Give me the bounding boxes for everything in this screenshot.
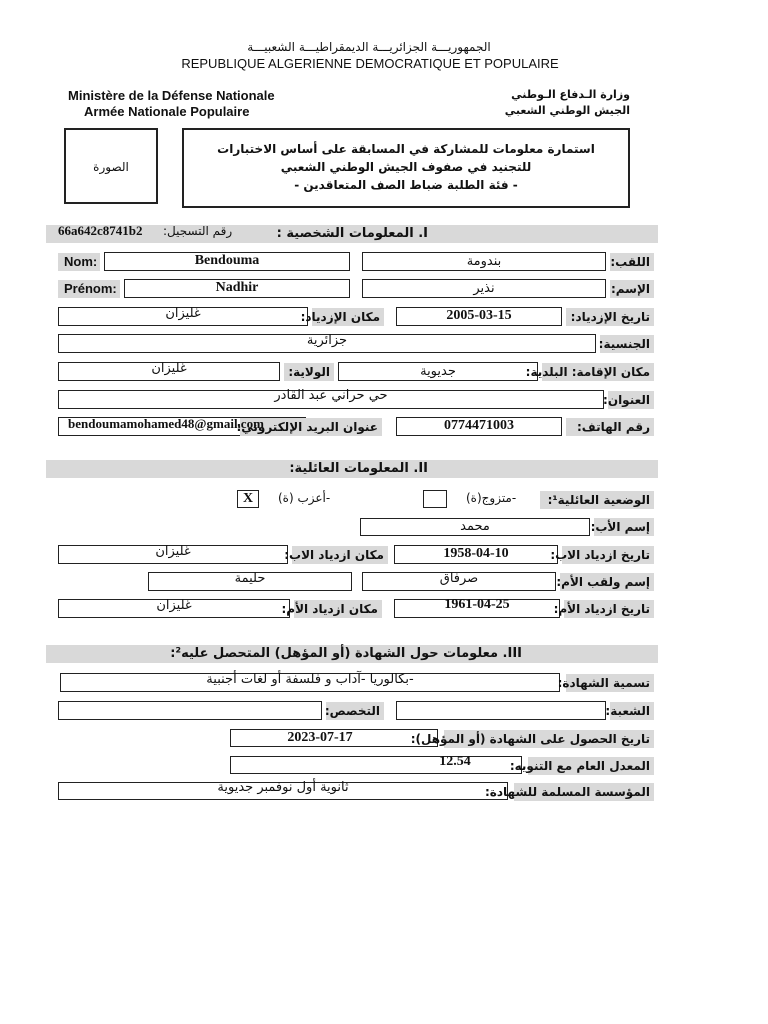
email-label: عنوان البريد الإلكتروني:	[240, 418, 382, 436]
army-ar: الجيش الوطني الشعبي	[504, 104, 630, 117]
birthdate-value: 2005-03-15	[446, 308, 512, 323]
registration-label: رقم التسجيل:	[163, 224, 233, 238]
birthplace-value: غليزان	[165, 306, 201, 321]
nom-label: Nom:	[58, 253, 100, 271]
phone-value: 0774471003	[444, 418, 514, 433]
prenom-value: Nadhir	[215, 280, 259, 295]
wilaya-label: الولاية:	[284, 363, 334, 381]
prenom-label: Prénom:	[58, 280, 120, 298]
birthplace-label: مكان الإزدياد:	[312, 308, 384, 326]
republic-title-ar: الجمهوريـــة الجزائريـــة الديمقراطيـــة الشعبيـــة	[247, 40, 491, 54]
laqab-label: اللقب:	[610, 253, 654, 271]
single-label: -أعزب (ة)	[278, 491, 331, 505]
married-checkbox[interactable]	[423, 490, 447, 508]
cert-name-label: تسمية الشهادة:	[566, 674, 654, 692]
single-mark: X	[242, 491, 254, 506]
army-fr: Armée Nationale Populaire	[84, 104, 250, 119]
branch-field[interactable]	[396, 701, 606, 720]
mother-birthplace-value: غليزان	[156, 598, 192, 613]
birthdate-label: تاريخ الإزدياد:	[566, 308, 654, 326]
institution-label: المؤسسة المسلمة للشهادة:	[514, 783, 654, 801]
institution-value: ثانوية أول نوفمبر جديوية	[217, 780, 349, 795]
form-title-box	[182, 128, 630, 208]
branch-label: الشعبة:	[610, 702, 654, 720]
father-name-label: إسم الأب:	[594, 518, 654, 536]
photo-label: الصورة	[93, 160, 129, 174]
mother-birthdate-value: 1961-04-25	[444, 597, 510, 612]
municipality-value: جديوية	[420, 364, 456, 379]
cert-name-value: بكالوريا -آداب و فلسفة أو لغات أجنبية-	[206, 672, 414, 687]
cert-date-value: 2023-07-17	[287, 730, 353, 745]
residence-label: مكان الإقامة: البلدية:	[542, 363, 654, 381]
mother-birthdate-label: تاريخ ازدياد الأم:	[564, 600, 654, 618]
email-value: bendoumamohamed48@gmail.com	[68, 416, 264, 431]
wilaya-value: غليزان	[151, 361, 187, 376]
registration-value: 66a642c8741b2	[58, 223, 143, 238]
marital-status-label: الوضعية العائلية¹:	[540, 491, 654, 509]
married-label: -متزوج(ة)	[466, 491, 517, 505]
form-title-line3: - فئة الطلبة ضباط الصف المتعاقدين -	[294, 178, 518, 192]
average-value: 12.54	[439, 754, 471, 769]
section2-title: II. المعلومات العائلية:	[289, 461, 428, 476]
mother-birthplace-label: مكان ازدياد الأم:	[294, 600, 382, 618]
republic-title-fr: REPUBLIQUE ALGERIENNE DEMOCRATIQUE ET POPULAIRE	[181, 56, 559, 71]
mother-firstname-value: حليمة	[234, 571, 266, 586]
nationality-value: جزائرية	[306, 333, 348, 348]
specialty-field[interactable]	[58, 701, 322, 720]
ism-value: نذير	[473, 281, 495, 296]
form-title-line2: للتجنيد في صفوف الجيش الوطني الشعبي	[280, 160, 532, 174]
father-birthdate-label: تاريخ ازدياد الاب:	[562, 546, 654, 564]
father-birthplace-label: مكان ازدياد الاب:	[292, 546, 388, 564]
laqab-value: بندومة	[466, 254, 502, 269]
average-label: المعدل العام مع التنويه:	[528, 757, 654, 775]
father-birthdate-value: 1958-04-10	[443, 546, 509, 561]
nationality-label: الجنسية:	[600, 335, 654, 353]
section1-title: I. المعلومات الشخصية :	[276, 226, 428, 241]
father-name-value: محمد	[460, 519, 490, 534]
mother-lastname-value: صرفاق	[439, 571, 479, 586]
single-checkbox[interactable]	[237, 490, 259, 508]
address-label: العنوان:	[608, 391, 654, 409]
ministry-fr: Ministère de la Défense Nationale	[68, 88, 275, 103]
cert-date-label: تاريخ الحصول على الشهادة (أو المؤهل):	[444, 730, 654, 748]
section3-title: III. معلومات حول الشهادة (أو المؤهل) المتحصل عليه²:	[170, 646, 522, 661]
father-birthplace-value: غليزان	[155, 544, 191, 559]
form-title-line1: استمارة معلومات للمشاركة في المسابقة على أساس الاختبارات	[217, 142, 595, 156]
photo-box	[64, 128, 158, 204]
mother-name-label: إسم ولقب الأم:	[560, 573, 654, 591]
ism-label: الإسم:	[610, 280, 654, 298]
ministry-ar: وزارة الـدفاع الـوطني	[511, 88, 630, 101]
nom-value: Bendouma	[194, 253, 260, 268]
address-value: حي حراني عبد القادر	[274, 388, 388, 403]
specialty-label: التخصص:	[326, 702, 384, 720]
phone-label: رقم الهاتف:	[566, 418, 654, 436]
